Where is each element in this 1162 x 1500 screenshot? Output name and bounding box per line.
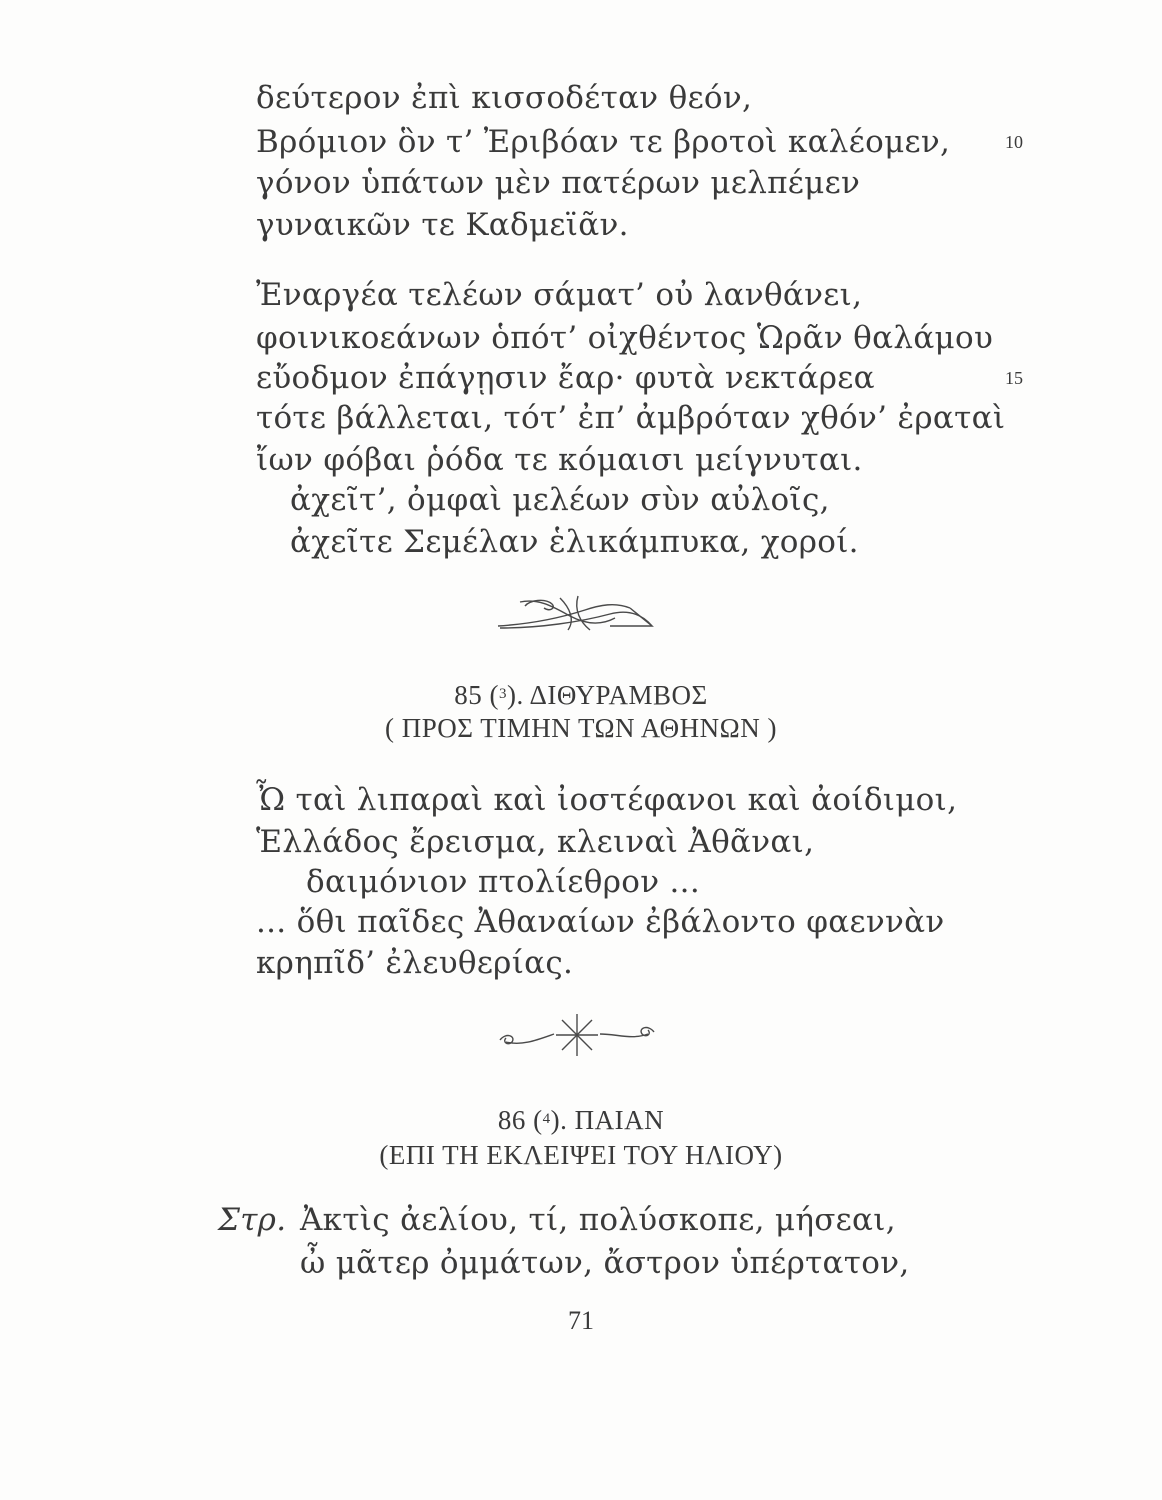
verse-line: Ἑλλάδος ἔρεισμα, κλειναὶ Ἀθᾶναι, bbox=[256, 824, 815, 860]
section-subtitle: ( ΠΡΟΣ ΤΙΜΗΝ ΤΩΝ ΑΘΗΝΩΝ ) bbox=[384, 713, 777, 743]
section-paren: ( bbox=[533, 1105, 543, 1135]
verse-line: εὔοδμον ἐπάγῃσιν ἔαρ· φυτὰ νεκτάρεα bbox=[256, 360, 875, 396]
verse-line: Ἀκτὶς ἀελίου, τί, πολύσκοπε, μήσεαι, bbox=[300, 1202, 896, 1238]
section-title: ). ΔΙΘΥΡΑΜΒΟΣ bbox=[506, 680, 708, 710]
verse-line: φοινικοεάνων ὁπότ’ οἰχθέντος Ὡρᾶν θαλάμου bbox=[256, 320, 994, 356]
verse-line: δεύτερον ἐπὶ κισσοδέταν θεόν, bbox=[256, 80, 753, 116]
verse-line: τότε βάλλεται, τότ’ ἐπ’ ἀμβρόταν χθόν’ ἐραταὶ bbox=[256, 400, 1006, 436]
verse-line: Ἐναργέα τελέων σάματ’ οὐ λανθάνει, bbox=[256, 277, 863, 313]
verse-line: Ὦ ταὶ λιπαραὶ καὶ ἰοστέφανοι καὶ ἀοίδιμοι, bbox=[256, 782, 958, 818]
verse-line: γυναικῶν τε Καδμεϊᾶν. bbox=[256, 207, 629, 243]
strophe-label: Στρ. bbox=[218, 1202, 287, 1238]
verse-line: δαιμόνιον πτολίεθρον ... bbox=[306, 864, 700, 900]
section-sup: 3 bbox=[498, 686, 507, 702]
verse-line: ... ὅθι παῖδες Ἀθαναίων ἐβάλοντο φαεννὰν bbox=[256, 904, 945, 940]
verse-line: ἴων φόβαι ῥόδα τε κόμαισι μείγνυται. bbox=[256, 442, 863, 478]
section-number: 85 bbox=[454, 680, 483, 710]
line-number: 15 bbox=[1005, 368, 1023, 388]
verse-line: γόνον ὑπάτων μὲν πατέρων μελπέμεν bbox=[256, 165, 861, 201]
verse-line: ἀχεῖτε Σεμέλαν ἑλικάμπυκα, χοροί. bbox=[290, 524, 859, 560]
page-number: 71 bbox=[568, 1306, 594, 1335]
verse-line: κρηπῖδ’ ἐλευθερίας. bbox=[256, 945, 574, 981]
section-title: ). ΠΑΙΑΝ bbox=[550, 1105, 665, 1135]
verse-line bbox=[218, 1200, 286, 1240]
line-number: 10 bbox=[1005, 132, 1023, 152]
verse-line: Βρόμιον ὃν τ’ Ἐριβόαν τε βροτοὶ καλέομεν, bbox=[256, 124, 951, 160]
star-flourish-ornament bbox=[492, 1010, 662, 1060]
verse-line: ὦ μᾶτερ ὀμμάτων, ἄστρον ὑπέρτατον, bbox=[300, 1245, 910, 1281]
section-sup: 4 bbox=[542, 1111, 551, 1127]
section-subtitle: (ΕΠΙ ΤΗ ΕΚΛΕΙΨΕΙ ΤΟΥ ΗΛΙΟΥ) bbox=[379, 1140, 783, 1170]
section-heading bbox=[0, 1102, 1162, 1137]
section-heading bbox=[0, 677, 1162, 712]
verse-line: ἀχεῖτ’, ὀμφαὶ μελέων σὺν αὐλοῖς, bbox=[290, 482, 830, 518]
section-paren: ( bbox=[489, 680, 499, 710]
section-number: 86 bbox=[497, 1105, 526, 1135]
flourish-ornament bbox=[490, 588, 660, 638]
